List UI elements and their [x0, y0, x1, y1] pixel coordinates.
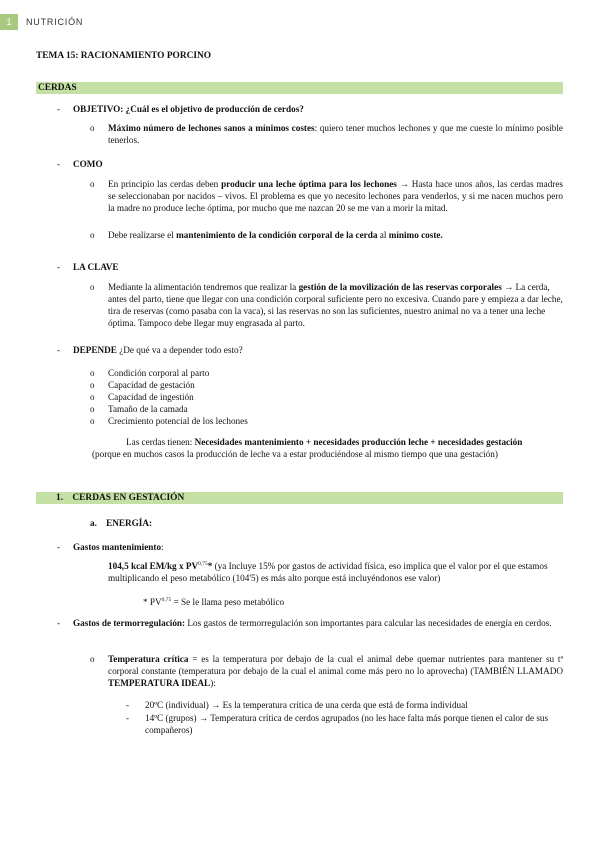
- text-bold: gestión de la movilización de las reservas corporales: [298, 282, 502, 292]
- text-bold: Necesidades mantenimiento + necesidades producción leche + necesidades gestación: [194, 437, 523, 447]
- text-run: (ya Incluye 15% por gastos de actividad física, eso implica que el valor por el que estamos multiplicando el peso metabólico (104'5) es más alto porque está incluyéndonos ese valor): [108, 561, 548, 584]
- text-run: Las cerdas tienen:: [126, 437, 195, 447]
- temperatura-paragraph: [108, 654, 563, 690]
- page-header: [0, 14, 600, 30]
- section-band-gestacion: [36, 492, 563, 504]
- bullet-o: o: [90, 380, 95, 390]
- bullet-o: o: [90, 282, 95, 292]
- bullet-o: o: [90, 392, 95, 402]
- text-run: :: [161, 542, 164, 552]
- text-run: = Se le llama peso metabólico: [171, 597, 285, 608]
- text-run: → Hasta hace unos años, las cerdas madres se seleccionaban por nacidos – vivos. El problema es que yo necesito lechones para venderlos, y si me nacen muchos pero la madre no produce leche óptima, por mucho que me nazcan 20 se me van a morir la mitad.: [108, 179, 564, 213]
- depende-line: [73, 345, 243, 357]
- text-bold: mantenimiento de la condición corporal de la cerda: [176, 230, 378, 240]
- text-bold: TEMPERATURA IDEAL: [108, 677, 211, 688]
- objetivo-label: OBJETIVO: ¿Cuál es el objetivo de producción de cerdos?: [73, 104, 304, 114]
- bullet-dash: -: [57, 618, 61, 628]
- necesidades-note: (porque en muchos casos la producción de leche va a estar produciéndose al mismo tiempo que una gestación): [92, 449, 498, 459]
- formula-sup: 0,75: [198, 561, 208, 567]
- text-run: al: [377, 230, 389, 240]
- section-title: 1. CERDAS EN GESTACIÓN: [56, 493, 185, 503]
- page-number: 1: [0, 14, 18, 30]
- gastos-line: [73, 542, 164, 554]
- text-run: Mediante la alimentación tendremos que realizar la: [108, 282, 299, 292]
- depende-item: Crecimiento potencial de los lechones: [108, 416, 248, 426]
- como-label: COMO: [73, 159, 103, 169]
- depende-item: Tamaño de la camada: [108, 404, 188, 414]
- energia-heading: a. ENERGÍA:: [90, 518, 153, 528]
- clave-label: LA CLAVE: [73, 262, 119, 272]
- bullet-o: o: [90, 416, 95, 426]
- pv-sup: 0,75: [161, 597, 172, 603]
- pv-note: [143, 597, 284, 609]
- bullet-o: o: [90, 230, 95, 240]
- text-run: Debe realizarse el: [108, 230, 177, 240]
- temp-item: 20ºC (individual) → Es la temperatura crítica de una cerda que está de forma individual: [145, 700, 468, 710]
- text-run: Los gastos de termorregulación son importantes para calcular las necesidades de energía en cerdos.: [185, 618, 552, 628]
- termo-paragraph: [73, 618, 563, 630]
- gastos-label: Gastos mantenimiento: [73, 542, 162, 552]
- necesidades-line: [126, 437, 522, 449]
- como-paragraph-2: [108, 230, 563, 242]
- como-paragraph-1: [108, 179, 563, 215]
- formula-star: *: [207, 561, 213, 572]
- text-run: → La cerda, antes del parto, tiene que llegar con una condición corporal suficiente pero no excesiva. Cuando pare y empieza a dar leche, tira de reservas (como pasaba con la vaca), si las reservas no son las suficientes, nuestro animal no va a tener una leche óptima. Tampoco debe llegar muy engrasada al parto.: [108, 282, 563, 328]
- text-bold: producir una leche óptima para los lechones: [221, 179, 397, 189]
- depende-item: Capacidad de gestación: [108, 380, 195, 390]
- bullet-o: o: [90, 123, 95, 133]
- bullet-o: o: [90, 179, 95, 189]
- tema-title: TEMA 15: RACIONAMIENTO PORCINO: [36, 51, 212, 61]
- objetivo-rest: : quiero tener muchos lechones y que me cueste lo mínimo posible tenerlos.: [108, 123, 563, 145]
- bullet-o: o: [90, 404, 95, 414]
- text-run: = es la temperatura por debajo de la cual el animal debe quemar nutrientes para mantener su tª corporal constante (temperatura por debajo de la cual el animal come más pero no lo aprovecha) (TAMBIÉN LLAMADO: [108, 654, 563, 676]
- bullet-dash: -: [57, 104, 61, 114]
- header-title: NUTRICIÓN: [26, 17, 84, 27]
- depende-label: DEPENDE: [73, 345, 117, 355]
- bullet-dash: -: [57, 159, 61, 169]
- bullet-o: o: [90, 654, 95, 664]
- depende-question: ¿De qué va a depender todo esto?: [116, 345, 243, 355]
- depende-item: Condición corporal al parto: [108, 368, 210, 378]
- text-run: ):: [210, 677, 216, 688]
- bullet-dash: -: [57, 345, 61, 355]
- section-band-cerdas: [36, 82, 563, 94]
- text-run: * PV: [143, 597, 162, 608]
- formula-paragraph: [108, 561, 563, 585]
- bullet-dash: -: [57, 542, 61, 552]
- clave-paragraph: [108, 282, 566, 330]
- text-bold: Temperatura crítica: [108, 654, 189, 664]
- bullet-dash: -: [57, 262, 61, 272]
- depende-item: Capacidad de ingestión: [108, 392, 194, 402]
- bullet-o: o: [90, 368, 95, 378]
- text-bold: mínimo coste.: [388, 230, 443, 240]
- sub-bullet-dash: -: [126, 713, 130, 723]
- temp-item: 14ºC (grupos) → Temperatura crítica de cerdos agrupados (no les hace falta más porque tienen el calor de sus compañeros): [145, 713, 549, 735]
- objetivo-bold: Máximo número de lechones sanos a mínimos costes: [108, 123, 315, 133]
- formula-bold: 104,5 kcal EM/kg x PV: [108, 561, 199, 572]
- text-run: En principio las cerdas deben: [108, 179, 222, 189]
- section-title: CERDAS: [38, 83, 77, 93]
- sub-bullet-dash: -: [126, 700, 130, 710]
- termo-label: Gastos de termorregulación:: [73, 618, 186, 628]
- objetivo-text: [108, 123, 563, 147]
